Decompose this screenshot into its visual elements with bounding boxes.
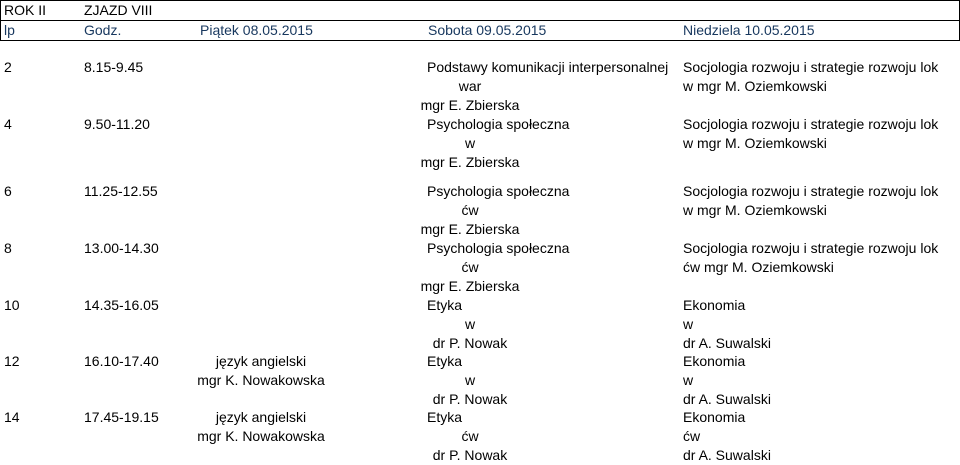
sunday-entry-line: dr A. Suwalski: [683, 391, 771, 407]
saturday-entry-line: dr P. Nowak: [432, 447, 508, 463]
header-sunday: Niedziela 10.05.2015: [683, 22, 815, 38]
header-lp: lp: [4, 22, 15, 38]
header-godz: Godz.: [84, 22, 122, 38]
friday-entry-line: język angielski: [215, 409, 307, 425]
sunday-entry-line: w mgr M. Oziemkowski: [683, 202, 827, 218]
row-lp: 4: [4, 116, 12, 132]
saturday-subject: Psychologia społeczna: [427, 240, 570, 256]
sunday-entry-line: dr A. Suwalski: [683, 447, 771, 463]
row-time: 16.10-17.40: [84, 353, 159, 369]
sunday-subject: Socjologia rozwoju i strategie rozwoju lok: [683, 183, 939, 199]
saturday-entry-line: w: [464, 135, 476, 151]
row-lp: 10: [4, 297, 20, 313]
row-time: 17.45-19.15: [84, 409, 159, 425]
sunday-subject: Ekonomia: [683, 409, 746, 425]
sunday-entry-line: w: [683, 316, 694, 332]
friday-entry-line: mgr K. Nowakowska: [197, 428, 325, 444]
row-time: 8.15-9.45: [84, 59, 144, 75]
saturday-entry-line: ćw: [461, 259, 479, 275]
saturday-entry-line: dr P. Nowak: [432, 391, 508, 407]
saturday-subject: Podstawy komunikacji interpersonalnej: [427, 59, 669, 75]
header-year: ROK II: [4, 2, 47, 18]
row-time: 11.25-12.55: [84, 183, 158, 199]
header-left-border: [0, 0, 1, 40]
saturday-entry-line: mgr E. Zbierska: [420, 97, 520, 113]
sunday-subject: Socjologia rozwoju i strategie rozwoju lok: [683, 116, 939, 132]
sunday-entry-line: dr A. Suwalski: [683, 335, 771, 351]
saturday-subject: Etyka: [427, 297, 463, 313]
saturday-entry-line: mgr E. Zbierska: [420, 154, 520, 170]
row-lp: 8: [4, 240, 12, 256]
friday-entry-line: język angielski: [215, 353, 307, 369]
sunday-subject: Socjologia rozwoju i strategie rozwoju lok: [683, 59, 939, 75]
sunday-subject: Socjologia rozwoju i strategie rozwoju lok: [683, 240, 939, 256]
row-lp: 12: [4, 353, 20, 369]
saturday-entry-line: mgr E. Zbierska: [420, 221, 520, 237]
row-lp: 14: [4, 409, 20, 425]
header-session: ZJAZD VIII: [84, 2, 153, 18]
sunday-entry-line: w mgr M. Oziemkowski: [683, 135, 827, 151]
header-bottom-border: [0, 40, 960, 41]
saturday-entry-line: ćw: [461, 428, 479, 444]
header-saturday: Sobota 09.05.2015: [428, 22, 547, 38]
sunday-entry-line: ćw: [683, 428, 701, 444]
row-lp: 2: [4, 59, 12, 75]
saturday-entry-line: w: [464, 372, 476, 388]
sunday-subject: Ekonomia: [683, 297, 746, 313]
saturday-entry-line: mgr E. Zbierska: [420, 278, 520, 294]
saturday-entry-line: w: [464, 316, 476, 332]
sunday-entry-line: w: [683, 372, 694, 388]
friday-entry-line: mgr K. Nowakowska: [197, 372, 325, 388]
saturday-subject: Psychologia społeczna: [427, 183, 570, 199]
row-time: 13.00-14.30: [84, 240, 159, 256]
saturday-entry-line: war: [458, 78, 482, 94]
row-time: 9.50-11.20: [84, 116, 150, 132]
saturday-subject: Etyka: [427, 353, 463, 369]
sunday-subject: Ekonomia: [683, 353, 746, 369]
header-friday: Piątek 08.05.2015: [200, 22, 313, 38]
row-lp: 6: [4, 183, 12, 199]
sunday-entry-line: w mgr M. Oziemkowski: [683, 78, 827, 94]
saturday-subject: Psychologia społeczna: [427, 116, 570, 132]
saturday-entry-line: dr P. Nowak: [432, 335, 508, 351]
sunday-entry-line: ćw mgr M. Oziemkowski: [683, 259, 834, 275]
saturday-entry-line: ćw: [461, 202, 479, 218]
saturday-subject: Etyka: [427, 409, 463, 425]
row-time: 14.35-16.05: [84, 297, 159, 313]
